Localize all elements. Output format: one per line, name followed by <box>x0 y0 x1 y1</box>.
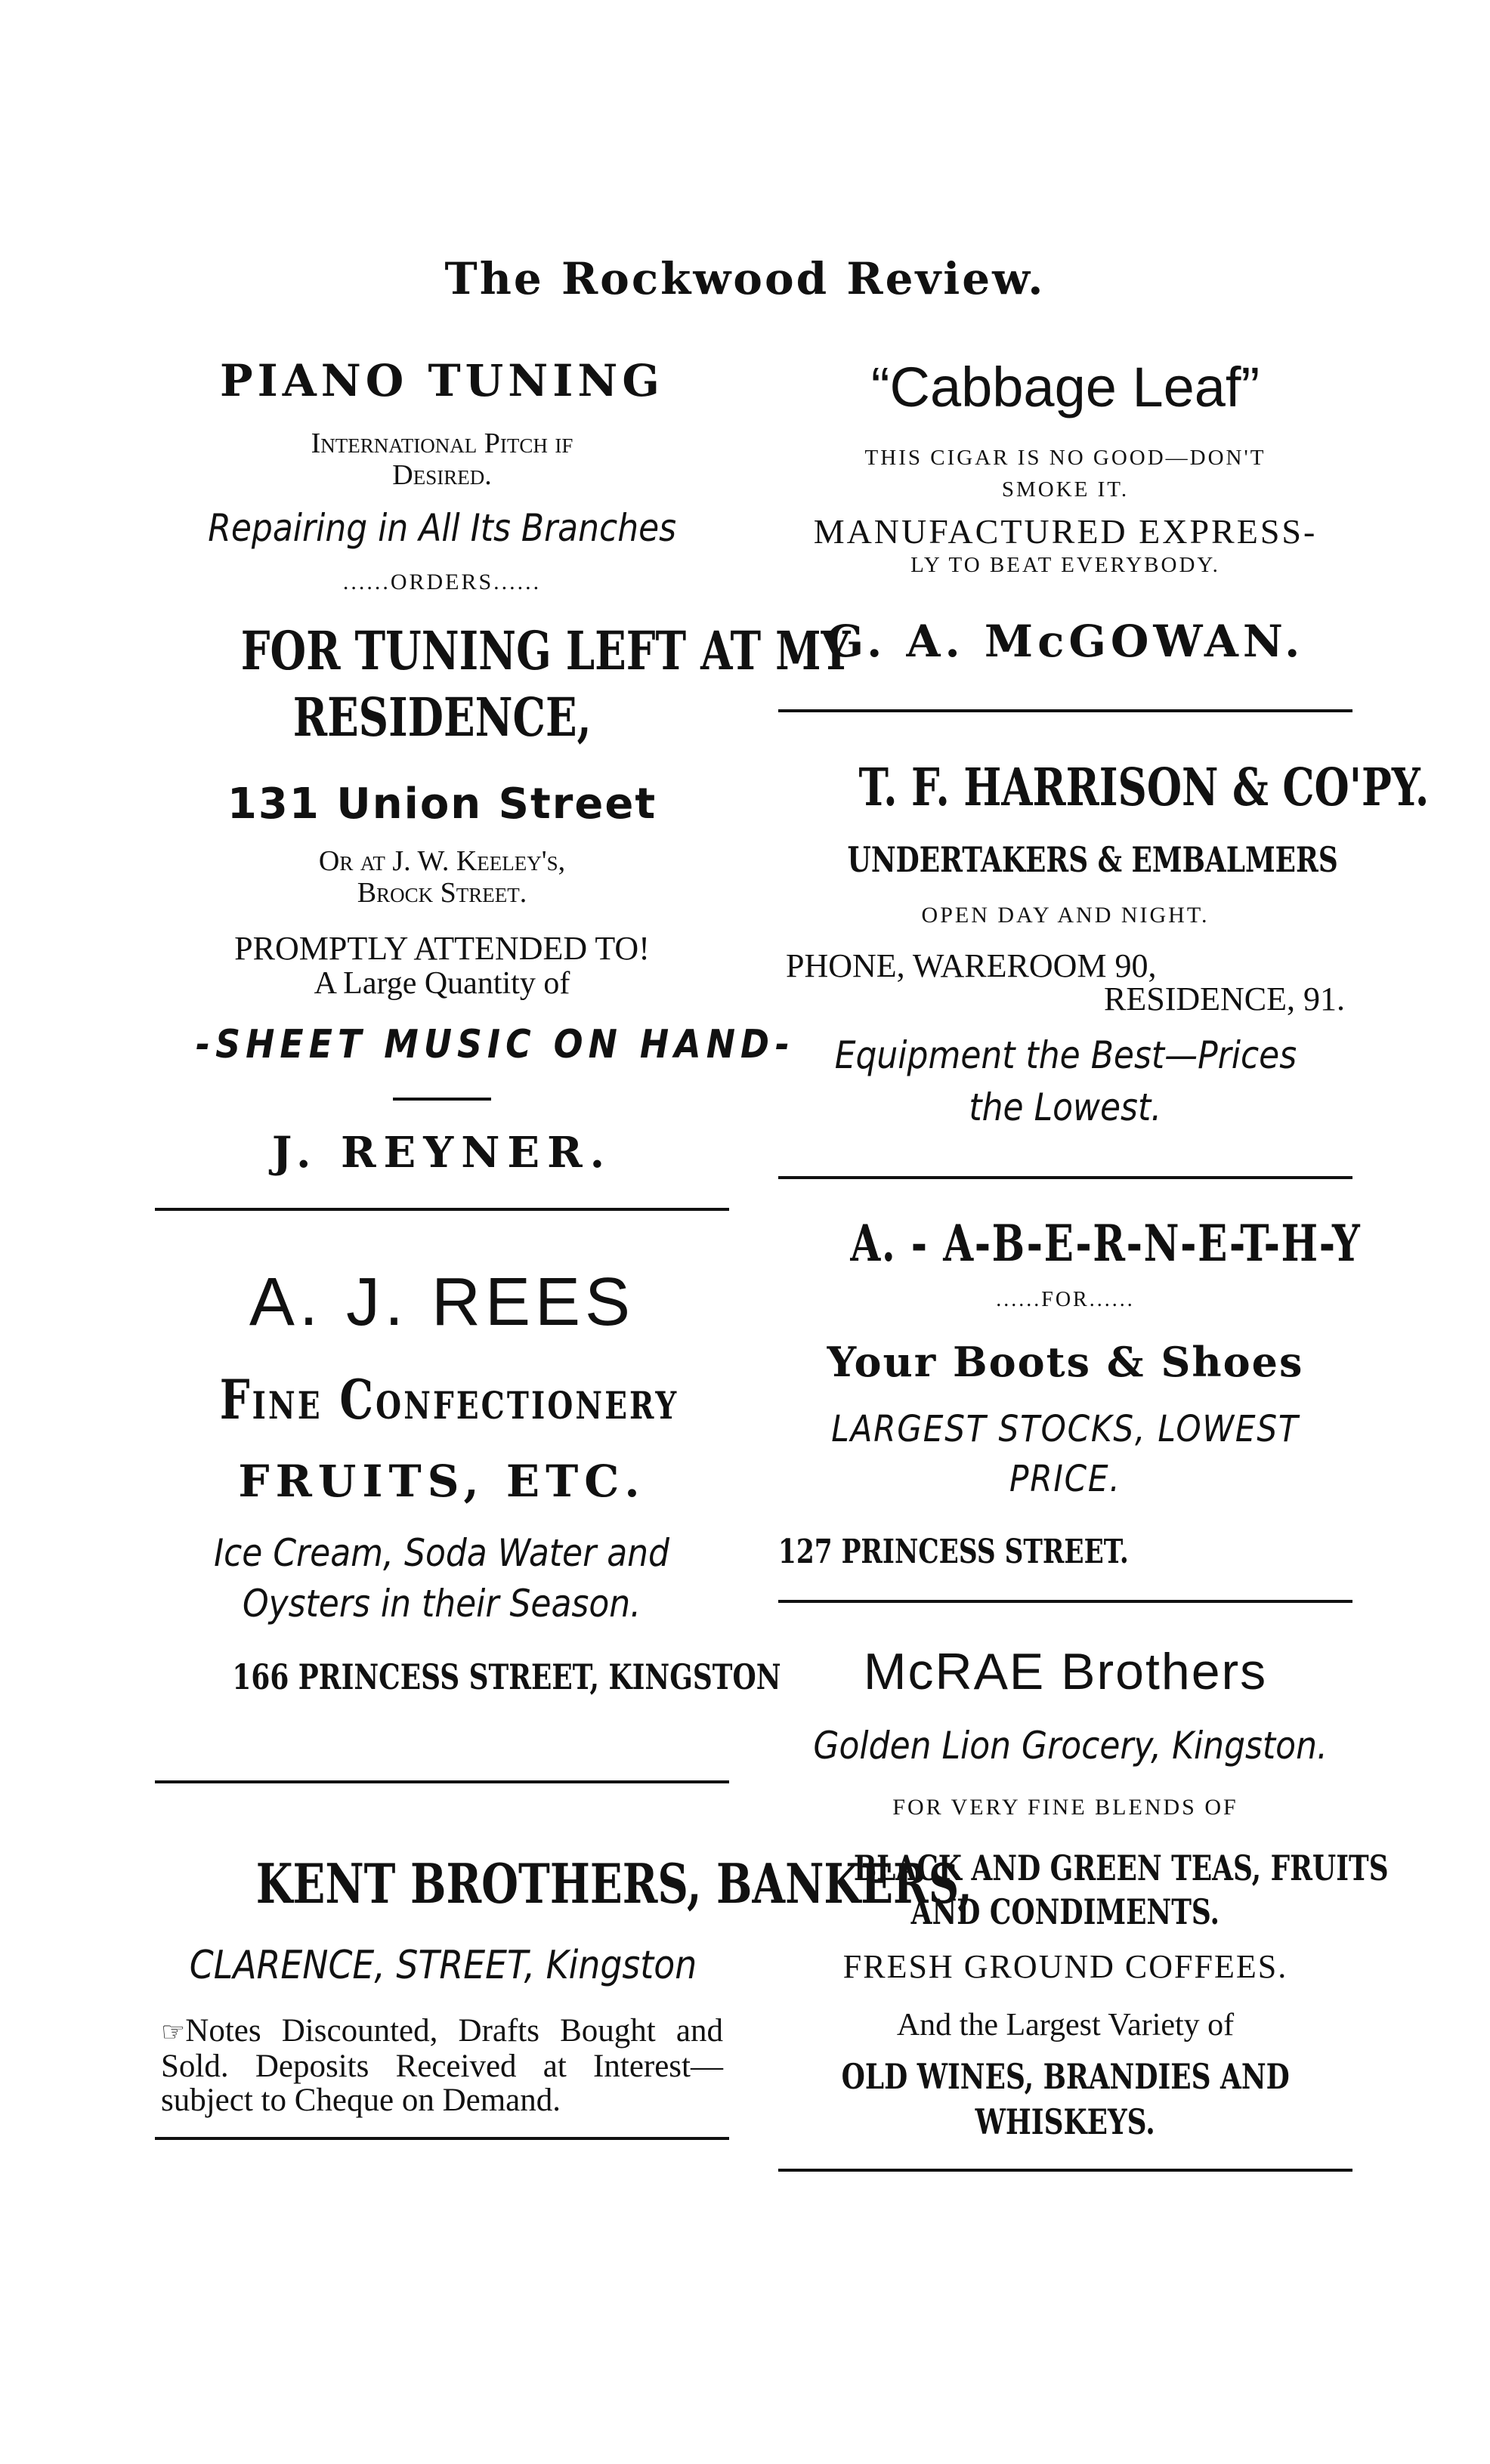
rees-ad <box>155 1211 781 1697</box>
ad-heading: A. - A-B-E-R-N-E-T-H-Y <box>850 1214 1362 1273</box>
ad-heading: McRAE Brothers <box>863 1643 1268 1700</box>
ad-text: Ice Cream, Soda Water and <box>214 1531 670 1575</box>
pointing-hand-icon: ☞ <box>161 2017 186 2048</box>
ad-text: THIS CIGAR IS NO GOOD—DON'T <box>864 446 1266 470</box>
ad-heading: A. J. REES <box>249 1264 635 1340</box>
ad-text: AND CONDIMENTS. <box>910 1891 1220 1932</box>
ad-signature: J. REYNER. <box>271 1128 613 1178</box>
ad-text: PRICE. <box>1009 1458 1121 1500</box>
ad-slogan: Equipment the Best—Prices <box>834 1033 1297 1077</box>
ad-text: PROMPTLY ATTENDED TO! <box>234 930 650 967</box>
ad-text: RESIDENCE, <box>292 686 592 749</box>
ad-address: 131 Union Street <box>227 780 657 829</box>
ad-text: Brock Street. <box>357 877 527 909</box>
ad-text: A Large Quantity of <box>314 966 570 1001</box>
ad-heading: PIANO TUNING <box>220 355 664 406</box>
ad-text: Your Boots & Shoes <box>827 1338 1304 1386</box>
right-column <box>778 355 1430 2172</box>
ad-text: RESIDENCE, 91. <box>1104 980 1345 1017</box>
ad-heading: T. F. HARRISON & CO'PY. <box>858 758 1430 818</box>
ad-text: FOR VERY FINE BLENDS OF <box>892 1795 1238 1820</box>
divider <box>155 2137 729 2140</box>
ad-text: Desired. <box>392 459 492 491</box>
ad-address: 127 PRINCESS STREET. <box>778 1533 1129 1571</box>
page-title: The Rockwood Review. <box>444 253 1046 304</box>
ad-text: WHISKEYS. <box>975 2101 1156 2142</box>
ad-signature: G. A. McGOWAN. <box>826 616 1305 667</box>
ad-text: LY TO BEAT EVERYBODY. <box>910 553 1220 577</box>
abernethy-ad <box>778 1179 1362 1571</box>
ad-text: ......FOR...... <box>996 1288 1135 1311</box>
ad-address: 166 PRINCESS STREET, KINGSTON <box>232 1657 781 1697</box>
divider <box>393 1098 491 1101</box>
ad-text: Oysters in their Season. <box>243 1582 641 1626</box>
kent-ad <box>155 1783 972 2140</box>
ad-text: FRESH GROUND COFFEES. <box>842 1948 1288 1985</box>
ad-text: CLARENCE, STREET, Kingston <box>189 1943 697 1988</box>
ad-slogan: Golden Lion Grocery, Kingston. <box>813 1724 1328 1768</box>
ad-text: Fine Confectionery <box>219 1367 679 1431</box>
ad-text: SMOKE IT. <box>1001 477 1130 502</box>
ad-text: ......ORDERS...... <box>342 570 542 594</box>
ad-text: PHONE, WAREROOM 90, <box>786 947 1157 984</box>
piano-tuning-ad <box>155 355 851 1178</box>
ad-text: OPEN DAY AND NIGHT. <box>921 903 1210 928</box>
ad-text: LARGEST STOCKS, LOWEST <box>831 1408 1300 1450</box>
ad-slogan: Repairing in All Its Branches <box>208 506 676 550</box>
ad-text: OLD WINES, BRANDIES AND <box>841 2056 1290 2097</box>
ad-text: Or at J. W. Keeley's, <box>318 845 566 877</box>
ad-text: FOR TUNING LEFT AT MY <box>240 619 851 682</box>
ad-text: UNDERTAKERS & EMBALMERS <box>847 839 1338 880</box>
ad-slogan: the Lowest. <box>969 1085 1162 1129</box>
cabbage-leaf-ad <box>778 355 1352 667</box>
harrison-ad <box>778 712 1430 1138</box>
ad-text: -SHEET MUSIC ON HAND- <box>196 1022 795 1067</box>
ad-text: BLACK AND GREEN TEAS, FRUITS <box>853 1848 1389 1888</box>
ad-body: ☞Notes Discounted, Drafts Bought and Sold. Deposits Received at Interest—subject to Cheque on Demand. <box>161 2013 723 2118</box>
ad-text: MANUFACTURED EXPRESS- <box>813 512 1318 551</box>
ad-text: FRUITS, ETC. <box>238 1456 646 1507</box>
ad-heading: KENT BROTHERS, BANKERS, <box>255 1851 972 1916</box>
ad-heading: “Cabbage Leaf” <box>870 356 1260 418</box>
ad-text: International Pitch if <box>311 428 573 459</box>
mcrae-ad <box>778 1603 1389 2172</box>
ad-text: And the Largest Variety of <box>896 2008 1235 2043</box>
divider <box>778 2169 1352 2172</box>
